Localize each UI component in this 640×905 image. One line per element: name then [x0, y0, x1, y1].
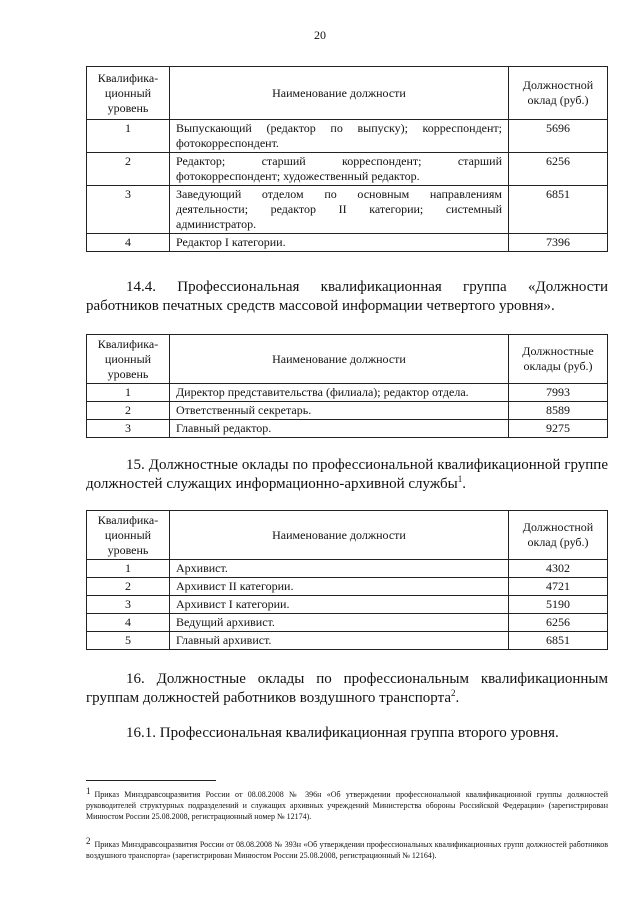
page-number: 20 — [314, 28, 326, 42]
cell-salary: 7396 — [509, 234, 608, 252]
table-header-row — [87, 511, 608, 560]
table-row — [87, 614, 608, 632]
cell-salary: 6851 — [509, 632, 608, 650]
cell-position: Архивист. — [170, 560, 509, 578]
cell-position: Редактор I категории. — [170, 234, 509, 252]
cell-position: Ответственный секретарь. — [170, 402, 509, 420]
footnote-text: Приказ Минздравсоцразвития России от 08.08.2008 № 396н «Об утверждении профессиональной квалификационной группы должностей руководителей структурных подразделений и служащих архивных учреждений Министерства обороны Российской Федерации» (зарегистрирован Минюстом России 25.08.2008, регистрационный номер № 12174). — [86, 790, 608, 821]
table-row — [87, 120, 608, 153]
cell-level: 3 — [87, 186, 170, 234]
header-salary: Должностные оклады (руб.) — [509, 335, 608, 384]
footnote-text: Приказ Минздравсоцразвития России от 08.08.2008 № 393н «Об утверждении профессиональных квалификационных групп должностей работников воздушного транспорта» (зарегистрирован Минюстом России 25.08.2008, регистрационный № 12164). — [86, 840, 608, 860]
cell-level: 2 — [87, 402, 170, 420]
table-row — [87, 384, 608, 402]
footnote-ref-1[interactable]: 1 — [457, 474, 463, 484]
cell-position: Выпускающий (редактор по выпуску); корреспондент; фотокорреспондент. — [170, 120, 509, 153]
header-position: Наименование должности — [170, 511, 509, 560]
cell-salary: 6256 — [509, 153, 608, 186]
section-16-end: . — [455, 690, 460, 706]
section-16-text: 16. Должностные оклады по профессиональным квалификационным группам должностей работников воздушного транспорта — [86, 671, 608, 706]
header-level: Квалифика-ционный уровень — [87, 511, 170, 560]
header-position: Наименование должности — [170, 335, 509, 384]
table-row — [87, 153, 608, 186]
table-row — [87, 234, 608, 252]
cell-level: 1 — [87, 560, 170, 578]
cell-level: 2 — [87, 578, 170, 596]
cell-level: 4 — [87, 234, 170, 252]
cell-salary: 9275 — [509, 420, 608, 438]
cell-salary: 4721 — [509, 578, 608, 596]
section-15-text: 15. Должностные оклады по профессиональной квалификационной группе должностей служащих информационно-архивной службы — [86, 457, 608, 492]
header-salary: Должностной оклад (руб.) — [509, 511, 608, 560]
section-16-1-heading: 16.1. Профессиональная квалификационная группа второго уровня. — [126, 725, 559, 741]
cell-level: 1 — [87, 120, 170, 153]
cell-position: Заведующий отделом по основным направлениям деятельности; редактор II категории; системный администратор. — [170, 186, 509, 234]
table-header-row — [87, 335, 608, 384]
table-row — [87, 596, 608, 614]
cell-position: Архивист I категории. — [170, 596, 509, 614]
table-row — [87, 632, 608, 650]
cell-level: 1 — [87, 384, 170, 402]
footnote-mark: 1 — [86, 786, 91, 796]
cell-position: Директор представительства (филиала); редактор отдела. — [170, 384, 509, 402]
cell-level: 3 — [87, 420, 170, 438]
header-level: Квалифика-ционный уровень — [87, 335, 170, 384]
cell-position: Ведущий архивист. — [170, 614, 509, 632]
footnote-mark: 2 — [86, 836, 91, 846]
cell-salary: 4302 — [509, 560, 608, 578]
footnote-2 — [86, 836, 608, 861]
header-position: Наименование должности — [170, 67, 509, 120]
cell-salary: 7993 — [509, 384, 608, 402]
cell-salary: 5696 — [509, 120, 608, 153]
cell-salary: 6256 — [509, 614, 608, 632]
salary-table-third-level — [86, 66, 608, 252]
table-row — [87, 578, 608, 596]
cell-salary: 8589 — [509, 402, 608, 420]
table-row — [87, 420, 608, 438]
table-row — [87, 402, 608, 420]
cell-position: Редактор; старший корреспондент; старший фотокорреспондент; художественный редактор. — [170, 153, 509, 186]
cell-level: 3 — [87, 596, 170, 614]
section-15-end: . — [462, 476, 466, 492]
section-16-heading — [86, 670, 608, 708]
cell-salary: 5190 — [509, 596, 608, 614]
cell-salary: 6851 — [509, 186, 608, 234]
section-14-4-heading: 14.4. Профессиональная квалификационная группа «Должности работников печатных средств массовой информации четвертого уровня». — [86, 279, 608, 314]
table-row — [87, 560, 608, 578]
footnote-1 — [86, 786, 608, 822]
salary-table-fourth-level — [86, 334, 608, 438]
salary-table-archive-service — [86, 510, 608, 650]
table-row — [87, 186, 608, 234]
footnote-ref-2[interactable]: 2 — [450, 688, 456, 698]
cell-position: Главный архивист. — [170, 632, 509, 650]
footnote-divider — [86, 780, 216, 781]
header-salary: Должностной оклад (руб.) — [509, 67, 608, 120]
table-header-row — [87, 67, 608, 120]
cell-position: Главный редактор. — [170, 420, 509, 438]
cell-position: Архивист II категории. — [170, 578, 509, 596]
cell-level: 2 — [87, 153, 170, 186]
header-level: Квалифика-ционный уровень — [87, 67, 170, 120]
cell-level: 4 — [87, 614, 170, 632]
cell-level: 5 — [87, 632, 170, 650]
section-15-heading — [86, 456, 608, 494]
